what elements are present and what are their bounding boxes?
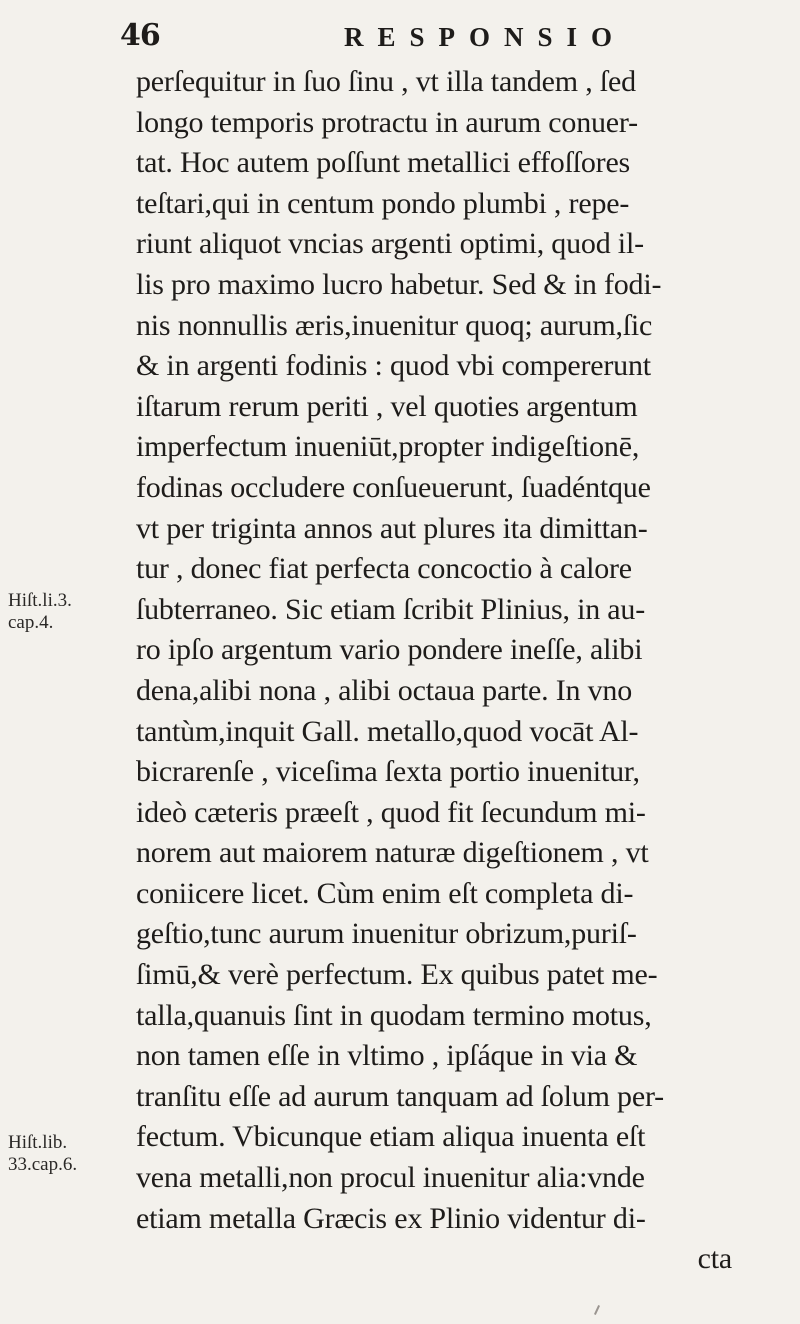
margin-note-line: 33.cap.6. [8,1154,78,1175]
text-line: norem aut maiorem naturæ digeſtionem , vt [136,836,649,870]
text-line: longo temporis protractu in aurum conuer- [136,105,638,139]
text-line: etiam metalla Græcis ex Plinio videntur di- [136,1201,646,1235]
text-line: fectum. Vbicunque etiam aliqua inuenta eſt [136,1120,646,1154]
text-line: geſtio,tunc aurum inuenitur obrizum,puriſ- [136,917,637,951]
margin-note-pliny-hist-3 [8,590,72,634]
paper-mark [594,1305,600,1315]
text-line: nis nonnullis æris,inuenitur quoq; aurum,ſic [136,308,653,342]
text-line: perſequitur in ſuo ſinu , vt illa tandem , ſed [136,65,636,98]
text-line: ſimū,& verè perfectum. Ex quibus patet me- [136,958,658,992]
running-title: RESPONSIO [344,22,627,52]
page-number: 46 [120,18,160,53]
text-line: ro ipſo argentum vario pondere ineſſe, alibi [136,633,643,667]
text-line: iſtarum rerum periti , vel quoties argentum [136,389,638,423]
catchword: cta [697,1242,732,1276]
text-line: & in argenti fodinis : quod vbi compererunt [136,349,651,383]
margin-note-line: cap.4. [8,612,54,633]
text-line: coniicere licet. Cùm enim eſt completa di- [136,876,634,910]
text-line: non tamen eſſe in vltimo , ipſáque in via & [136,1039,638,1073]
text-line: talla,quanuis ſint in quodam termino motus, [136,998,652,1032]
text-line: riunt aliquot vncias argenti optimi, quod il- [136,227,644,261]
text-line: ideò cæteris præeſt , quod fit ſecundum mi- [136,795,646,829]
text-line: tranſitu eſſe ad aurum tanquam ad ſolum per- [136,1079,664,1113]
text-line: vena metalli,non procul inuenitur alia:vnde [136,1161,645,1195]
text-line: dena,alibi nona , alibi octaua parte. In vno [136,673,633,707]
running-head [120,12,640,62]
text-line: tantùm,inquit Gall. metallo,quod vocāt Al- [136,714,639,748]
text-line: teſtari,qui in centum pondo plumbi , repe- [136,186,630,220]
body-text [136,62,790,1280]
text-line: imperfectum inueniūt,propter indigeſtionē, [136,430,640,464]
text-line: fodinas occludere conſueuerunt, ſuadéntque [136,470,651,504]
text-line: tat. Hoc autem poſſunt metallici effoſſores [136,146,631,180]
margin-note-line: Hiſt.li.3. [8,590,72,611]
text-line: ſubterraneo. Sic etiam ſcribit Plinius, in au- [136,592,646,626]
text-line: vt per triginta annos aut plures ita dimittan- [136,511,648,545]
margin-note-pliny-hist-33 [8,1132,77,1176]
text-line: lis pro maximo lucro habetur. Sed & in fodi- [136,267,662,301]
text-line: tur , donec fiat perfecta concoctio à calore [136,552,632,586]
text-line: bicrarenſe , viceſima ſexta portio inuenitur, [136,755,640,789]
margin-note-line: Hiſt.lib. [8,1132,68,1153]
